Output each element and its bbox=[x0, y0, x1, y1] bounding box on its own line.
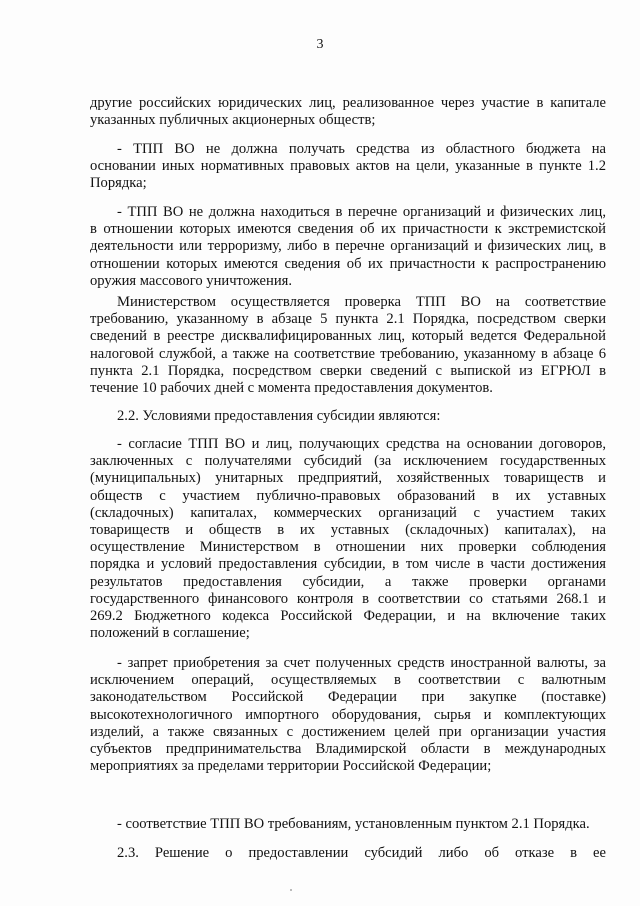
section-2-2-heading bbox=[90, 408, 606, 425]
page-number: 3 bbox=[316, 37, 324, 52]
text-line: указанных публичных акционерных обществ; bbox=[90, 112, 376, 129]
text-line: (муниципальных) унитарных предприятий, хозяйственных товариществ и bbox=[90, 470, 606, 487]
text-line: течение 10 рабочих дней с момента предоставления документов. bbox=[90, 379, 493, 396]
paragraph-3 bbox=[90, 204, 606, 290]
text-line: обществ с участием публично-правовых образований в их уставных bbox=[90, 487, 606, 504]
paragraph-1 bbox=[90, 95, 606, 129]
paragraph-7 bbox=[90, 655, 606, 775]
text-line: 2.2. Условиями предоставления субсидии являются: bbox=[117, 408, 441, 424]
text-line: высокотехнологичного импортного оборудования, сырья и комплектующих bbox=[90, 706, 606, 723]
text-line: - согласие ТПП ВО и лиц, получающих средства на основании договоров, bbox=[117, 436, 606, 452]
text-line: 2.3. Решение о предоставлении субсидий либо об отказе в ее bbox=[117, 845, 606, 861]
paragraph-8 bbox=[90, 816, 606, 833]
text-line: - соответствие ТПП ВО требованиям, установленным пунктом 2.1 Порядка. bbox=[117, 816, 590, 832]
text-line: (складочных) капиталах, коммерческих организаций с участием таких bbox=[90, 504, 606, 521]
text-line: субъектов предпринимательства Владимирской области в международных bbox=[90, 740, 606, 757]
section-2-3-start bbox=[90, 845, 606, 862]
text-line: деятельности или терроризму, либо в перечне организаций и физических лиц, в bbox=[90, 238, 606, 255]
paragraph-2 bbox=[90, 141, 606, 193]
text-line: положений в соглашение; bbox=[90, 625, 250, 642]
text-line: - запрет приобретения за счет полученных средств иностранной валюты, за bbox=[117, 655, 606, 671]
text-line: 269.2 Бюджетного кодекса Российской Федерации, и на включение таких bbox=[90, 607, 606, 624]
text-line: другие российских юридических лиц, реализованное через участие в капитале bbox=[90, 95, 606, 111]
text-line: результатов предоставления субсидии, а также проверки органами bbox=[90, 573, 606, 590]
text-line: изделий, а также связанных с достижением целей при организации участия bbox=[90, 723, 606, 740]
text-line: порядка и условий предоставления субсидии, в том числе в части достижения bbox=[90, 556, 606, 573]
text-line: исключением операций, осуществляемых в соответствии с валютным bbox=[90, 672, 606, 689]
text-line: пункта 2.1 Порядка, посредством сверки сведений с выпиской из ЕГРЮЛ в bbox=[90, 362, 606, 379]
text-line: - ТПП ВО не должна получать средства из областного бюджета на bbox=[117, 141, 606, 157]
scan-speck bbox=[290, 889, 292, 891]
text-line: в отношении которых имеются сведения об их причастности к экстремистской bbox=[90, 221, 606, 238]
text-line: основании иных нормативных правовых актов на цели, указанные в пункте 1.2 bbox=[90, 158, 606, 175]
text-line: осуществление Министерством в отношении них проверки соблюдения bbox=[90, 539, 606, 556]
text-line: отношении которых имеются сведения об их причастности к распространению bbox=[90, 255, 606, 272]
text-line: законодательством Российской Федерации при закупке (поставке) bbox=[90, 689, 606, 706]
text-line: мероприятиях за пределами территории Российской Федерации; bbox=[90, 758, 492, 775]
text-line: - ТПП ВО не должна находиться в перечне организаций и физических лиц, bbox=[117, 204, 606, 220]
text-line: государственного финансового контроля в соответствии со статьями 268.1 и bbox=[90, 590, 606, 607]
text-line: Министерством осуществляется проверка ТПП ВО на соответствие bbox=[117, 294, 606, 310]
paragraph-4 bbox=[90, 294, 606, 397]
text-line: требованию, указанному в абзаце 5 пункта 2.1 Порядка, посредством сверки bbox=[90, 311, 606, 328]
text-line: сведений в реестре дисквалифицированных лиц, который ведется Федеральной bbox=[90, 328, 606, 345]
text-line: товариществ и обществ в их уставных (складочных) капиталах), на bbox=[90, 521, 606, 538]
text-line: налоговой службой, а также на соответствие требованию, указанному в абзаце 6 bbox=[90, 345, 606, 362]
text-line: Порядка; bbox=[90, 175, 147, 192]
paragraph-6 bbox=[90, 436, 606, 642]
text-line: оружия массового уничтожения. bbox=[90, 272, 293, 289]
text-line: заключенных с получателями субсидий (за исключением государственных bbox=[90, 453, 606, 470]
